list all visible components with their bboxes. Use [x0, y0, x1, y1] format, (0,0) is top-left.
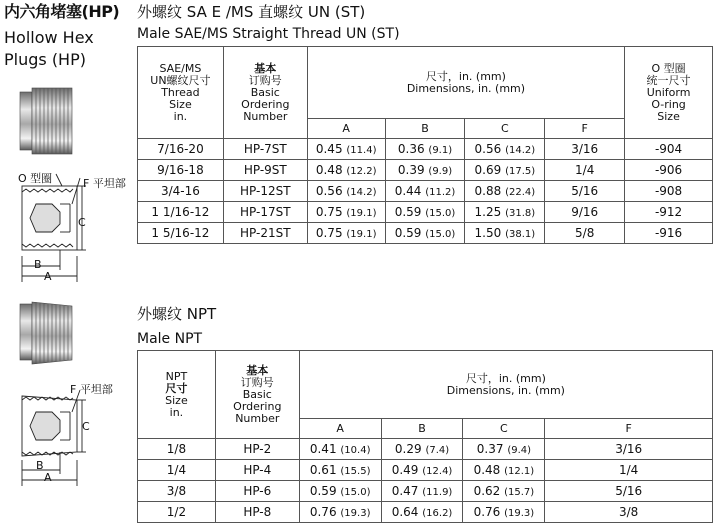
sae-oring-label: O 型圈: [18, 172, 53, 185]
npt-plug-drawing: [22, 390, 86, 486]
cell-thread-size: 3/4-16: [138, 181, 224, 202]
product-title-en-line1: Hollow Hex: [4, 28, 94, 47]
npt-header-size: NPT 尺寸 Size in.: [138, 351, 216, 439]
cell-dim-a: 0.75 (19.1): [307, 202, 385, 223]
sae-dim-a-label: A: [44, 270, 52, 283]
npt-header-col-b: B: [381, 419, 463, 439]
sae-plug-drawing: [22, 174, 86, 282]
table-row: [138, 223, 713, 244]
cell-dim-a: 0.61 (15.5): [299, 460, 381, 481]
npt-heading-en: Male NPT: [137, 331, 203, 347]
cell-dim-a: 0.75 (19.1): [307, 223, 385, 244]
cell-dim-b: 0.59 (15.0): [385, 223, 465, 244]
cell-thread-size: 1 1/16-12: [138, 202, 224, 223]
cell-dim-f: 1/4: [545, 460, 713, 481]
sae-header-col-a: A: [307, 119, 385, 139]
cell-dim-a: 0.76 (19.3): [299, 502, 381, 523]
cell-order-number: HP-21ST: [223, 223, 307, 244]
npt-flat-label: F 平坦部: [70, 383, 113, 396]
table-row: [138, 202, 713, 223]
sae-header-dimensions: 尺寸，in. (mm) Dimensions, in. (mm): [307, 47, 624, 119]
cell-dim-f: 5/8: [545, 223, 625, 244]
cell-thread-size: 1/4: [138, 460, 216, 481]
cell-dim-c: 0.88 (22.4): [465, 181, 545, 202]
cell-dim-a: 0.48 (12.2): [307, 160, 385, 181]
cell-dim-f: 5/16: [545, 481, 713, 502]
cell-dim-a: 0.56 (14.2): [307, 181, 385, 202]
cell-dim-b: 0.36 (9.1): [385, 139, 465, 160]
table-row: [138, 181, 713, 202]
cell-thread-size: 1 5/16-12: [138, 223, 224, 244]
cell-dim-b: 0.29 (7.4): [381, 439, 463, 460]
product-title-cn: 内六角堵塞(HP): [4, 2, 120, 21]
cell-dim-b: 0.59 (15.0): [385, 202, 465, 223]
cell-order-number: HP-17ST: [223, 202, 307, 223]
cell-order-number: HP-12ST: [223, 181, 307, 202]
sae-header-oring-size: O 型圈 统一尺寸 Uniform O-ring Size: [625, 47, 713, 139]
cell-dim-b: 0.49 (12.4): [381, 460, 463, 481]
sae-header-col-b: B: [385, 119, 465, 139]
table-row: [138, 160, 713, 181]
cell-dim-c: 0.37 (9.4): [463, 439, 545, 460]
sae-heading-cn: 外螺纹 SA E /MS 直螺纹 UN (ST): [137, 3, 366, 21]
cell-dim-f: 3/16: [545, 139, 625, 160]
npt-header-col-a: A: [299, 419, 381, 439]
npt-dim-c-label: C: [82, 420, 90, 433]
npt-header-col-f: F: [545, 419, 713, 439]
cell-thread-size: 9/16-18: [138, 160, 224, 181]
table-row: [138, 139, 713, 160]
npt-plug-illustration: [0, 300, 135, 490]
cell-order-number: HP-8: [215, 502, 299, 523]
cell-oring-size: -912: [625, 202, 713, 223]
cell-dim-b: 0.39 (9.9): [385, 160, 465, 181]
cell-oring-size: -908: [625, 181, 713, 202]
cell-dim-b: 0.64 (16.2): [381, 502, 463, 523]
cell-dim-c: 0.76 (19.3): [463, 502, 545, 523]
cell-thread-size: 1/2: [138, 502, 216, 523]
npt-header-dimensions: 尺寸，in. (mm) Dimensions, in. (mm): [299, 351, 712, 419]
sae-heading-en: Male SAE/MS Straight Thread UN (ST): [137, 26, 400, 42]
cell-order-number: HP-4: [215, 460, 299, 481]
cell-dim-c: 0.56 (14.2): [465, 139, 545, 160]
table-row: [138, 502, 713, 523]
cell-dim-c: 0.69 (17.5): [465, 160, 545, 181]
sae-plug-photo: [20, 88, 72, 154]
table-row: [138, 481, 713, 502]
cell-dim-f: 9/16: [545, 202, 625, 223]
cell-dim-c: 1.25 (31.8): [465, 202, 545, 223]
npt-dim-b-label: B: [36, 459, 44, 472]
sae-header-thread-size: SAE/MS UN螺纹尺寸 Thread Size in.: [138, 47, 224, 139]
npt-header-col-c: C: [463, 419, 545, 439]
cell-oring-size: -904: [625, 139, 713, 160]
npt-plug-photo: [20, 302, 72, 364]
cell-dim-c: 0.62 (15.7): [463, 481, 545, 502]
sae-header-col-f: F: [545, 119, 625, 139]
cell-dim-b: 0.44 (11.2): [385, 181, 465, 202]
cell-dim-a: 0.45 (11.4): [307, 139, 385, 160]
cell-oring-size: -906: [625, 160, 713, 181]
sae-header-ordering-number: 基本 订购号 Basic Ordering Number: [223, 47, 307, 139]
cell-thread-size: 1/8: [138, 439, 216, 460]
cell-dim-f: 3/8: [545, 502, 713, 523]
cell-dim-b: 0.47 (11.9): [381, 481, 463, 502]
cell-order-number: HP-2: [215, 439, 299, 460]
cell-oring-size: -916: [625, 223, 713, 244]
cell-order-number: HP-7ST: [223, 139, 307, 160]
sae-dim-c-label: C: [78, 216, 86, 229]
cell-dim-a: 0.41 (10.4): [299, 439, 381, 460]
sae-spec-table: [137, 46, 713, 244]
table-row: [138, 460, 713, 481]
sae-dim-b-label: B: [34, 258, 42, 271]
cell-order-number: HP-6: [215, 481, 299, 502]
cell-dim-c: 1.50 (38.1): [465, 223, 545, 244]
sae-flat-label: F 平坦部: [83, 177, 126, 190]
cell-order-number: HP-9ST: [223, 160, 307, 181]
npt-dim-a-label: A: [44, 471, 52, 484]
cell-dim-f: 5/16: [545, 181, 625, 202]
product-title-en-line2: Plugs (HP): [4, 50, 86, 69]
cell-dim-f: 1/4: [545, 160, 625, 181]
cell-dim-c: 0.48 (12.1): [463, 460, 545, 481]
npt-spec-table: [137, 350, 713, 523]
cell-thread-size: 3/8: [138, 481, 216, 502]
cell-dim-f: 3/16: [545, 439, 713, 460]
npt-heading-cn: 外螺纹 NPT: [137, 305, 217, 323]
sae-header-col-c: C: [465, 119, 545, 139]
cell-dim-a: 0.59 (15.0): [299, 481, 381, 502]
cell-thread-size: 7/16-20: [138, 139, 224, 160]
table-row: [138, 439, 713, 460]
npt-header-ordering-number: 基本 订购号 Basic Ordering Number: [215, 351, 299, 439]
